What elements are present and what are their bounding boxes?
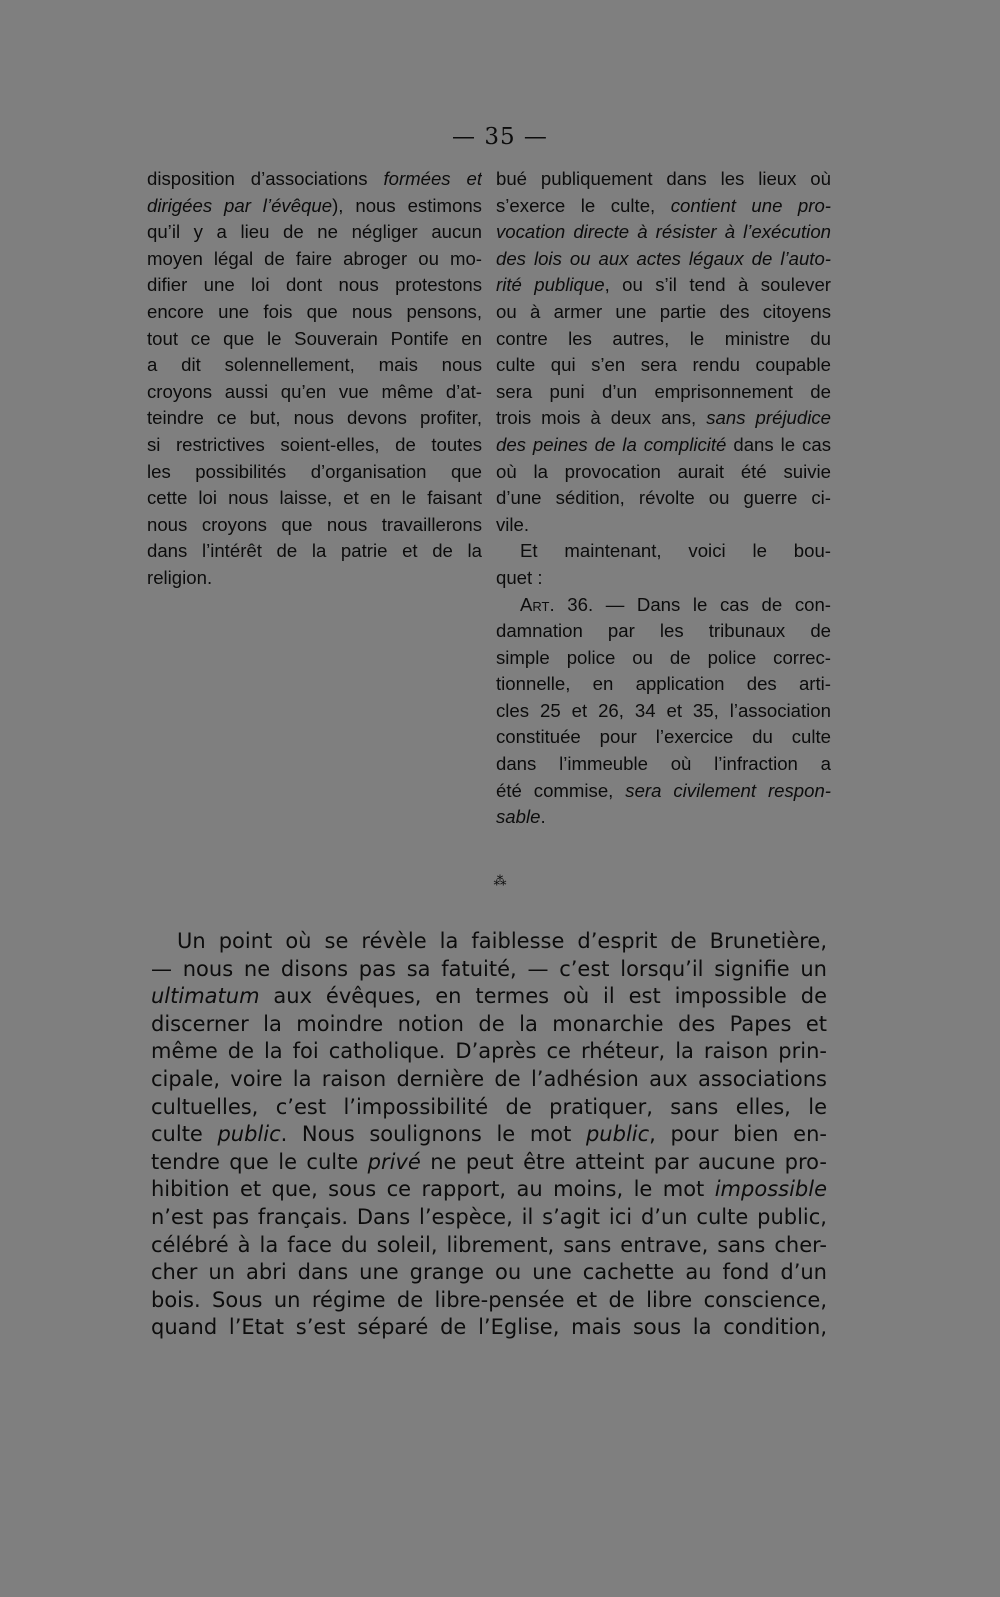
page-number: — 35 — (452, 124, 548, 150)
left-column-line: dans l’intérêt de la patrie et de la (147, 540, 482, 562)
body-paragraph-line: discerner la moindre notion de la monarchie des Papes et (151, 1011, 827, 1036)
left-column-line: teindre ce but, nous devons profiter, (147, 407, 482, 429)
right-column-line: été commise, sera civilement respon- (496, 779, 831, 801)
right-column-line: d’une sédition, révolte ou guerre ci- (496, 487, 831, 509)
right-column-line: dans l’immeuble où l’infraction a (496, 753, 831, 775)
right-column-line: rité publique, ou s’il tend à soulever (496, 274, 831, 296)
right-column-line: sera puni d’un emprisonnement de (496, 380, 831, 402)
right-column-line: sable. (496, 806, 546, 828)
right-column-line: culte qui s’en sera rendu coupable (496, 354, 831, 376)
left-column-line: disposition d’associations formées et (147, 168, 482, 189)
right-column-line: vocation directe à résister à l’exécution (496, 221, 831, 243)
section-separator-asterism: ⁂ (493, 874, 507, 889)
body-paragraph-line: hibition et que, sous ce rapport, au moins, le mot impossible (151, 1177, 827, 1202)
right-column-line: tionnelle, en application des arti- (496, 673, 831, 695)
left-column-line: moyen légal de faire abroger ou mo- (147, 247, 482, 269)
right-column-line: Et maintenant, voici le bou- (520, 540, 831, 562)
right-column-line: trois mois à deux ans, sans préjudice (496, 407, 831, 429)
body-paragraph-line: célébré à la face du soleil, librement, sans entrave, sans cher- (151, 1232, 827, 1257)
body-paragraph-line: n’est pas français. Dans l’espèce, il s’agit ici d’un culte public, (151, 1204, 827, 1229)
body-paragraph (151, 928, 827, 1342)
right-column-line: où la provocation aurait été suivie (496, 460, 831, 482)
right-column-line: s’exerce le culte, contient une pro- (496, 194, 831, 216)
left-column-line: difier une loi dont nous protestons (147, 274, 482, 296)
right-column-line: ou à armer une partie des citoyens (496, 300, 831, 322)
right-column-line: Art. 36. — Dans le cas de con- (520, 593, 831, 615)
left-column-line: nous croyons que nous travaillerons (147, 513, 482, 535)
right-column-line: constituée pour l’exercice du culte (496, 726, 831, 748)
left-column-line: religion. (147, 566, 213, 588)
right-column-line: damnation par les tribunaux de (496, 620, 831, 642)
body-paragraph-line: tendre que le culte privé ne peut être atteint par aucune pro- (151, 1149, 827, 1174)
left-column-line: qu’il y a lieu de ne négliger aucun (147, 221, 482, 243)
left-column-line: encore une fois que nous pensons, (147, 300, 482, 322)
right-column-line: des lois ou aux actes légaux de l’auto- (496, 247, 831, 269)
body-paragraph-line: culte public. Nous soulignons le mot public, pour bien en- (151, 1122, 827, 1147)
body-paragraph-line: cipale, voire la raison dernière de l’adhésion aux associations (151, 1066, 827, 1091)
left-column (147, 166, 482, 592)
right-column-line: bué publiquement dans les lieux où (496, 168, 831, 189)
left-column-line: a dit solennellement, mais nous (147, 354, 482, 376)
left-column-line: cette loi nous laisse, et en le faisant (147, 487, 482, 509)
body-paragraph-line: bois. Sous un régime de libre-pensée et de libre conscience, (151, 1287, 827, 1312)
body-paragraph-line: cultuelles, c’est l’impossibilité de pratiquer, sans elles, le (151, 1094, 827, 1119)
right-column-line: contre les autres, le ministre du (496, 327, 831, 349)
left-column-line: croyons aussi qu’en vue même d’at- (147, 380, 482, 402)
right-column-line: vile. (496, 513, 530, 535)
left-column-line: dirigées par l’évêque), nous estimons (147, 194, 482, 216)
right-column-line: des peines de la complicité dans le cas (496, 433, 831, 455)
body-paragraph-line: — nous ne disons pas sa fatuité, — c’est lorsqu’il signifie un (151, 956, 827, 981)
left-column-line: si restrictives soient-elles, de toutes (147, 433, 482, 455)
left-column-line: tout ce que le Souverain Pontife en (147, 327, 482, 349)
right-column-line: cles 25 et 26, 34 et 35, l’association (496, 699, 831, 721)
body-paragraph-line: ultimatum aux évêques, en termes où il est impossible de (151, 984, 827, 1009)
body-paragraph-line: cher un abri dans une grange ou une cachette au fond d’un (151, 1260, 827, 1285)
body-paragraph-line: même de la foi catholique. D’après ce rhéteur, la raison prin- (151, 1039, 827, 1064)
right-column (496, 166, 831, 831)
left-column-line: les possibilités d’organisation que (147, 460, 482, 482)
right-column-line: simple police ou de police correc- (496, 646, 831, 668)
body-paragraph-line: Un point où se révèle la faiblesse d’esprit de Brunetière, (177, 929, 827, 953)
body-paragraph-line: quand l’Etat s’est séparé de l’Eglise, mais sous la condition, (151, 1315, 827, 1340)
right-column-line: quet : (496, 566, 543, 588)
